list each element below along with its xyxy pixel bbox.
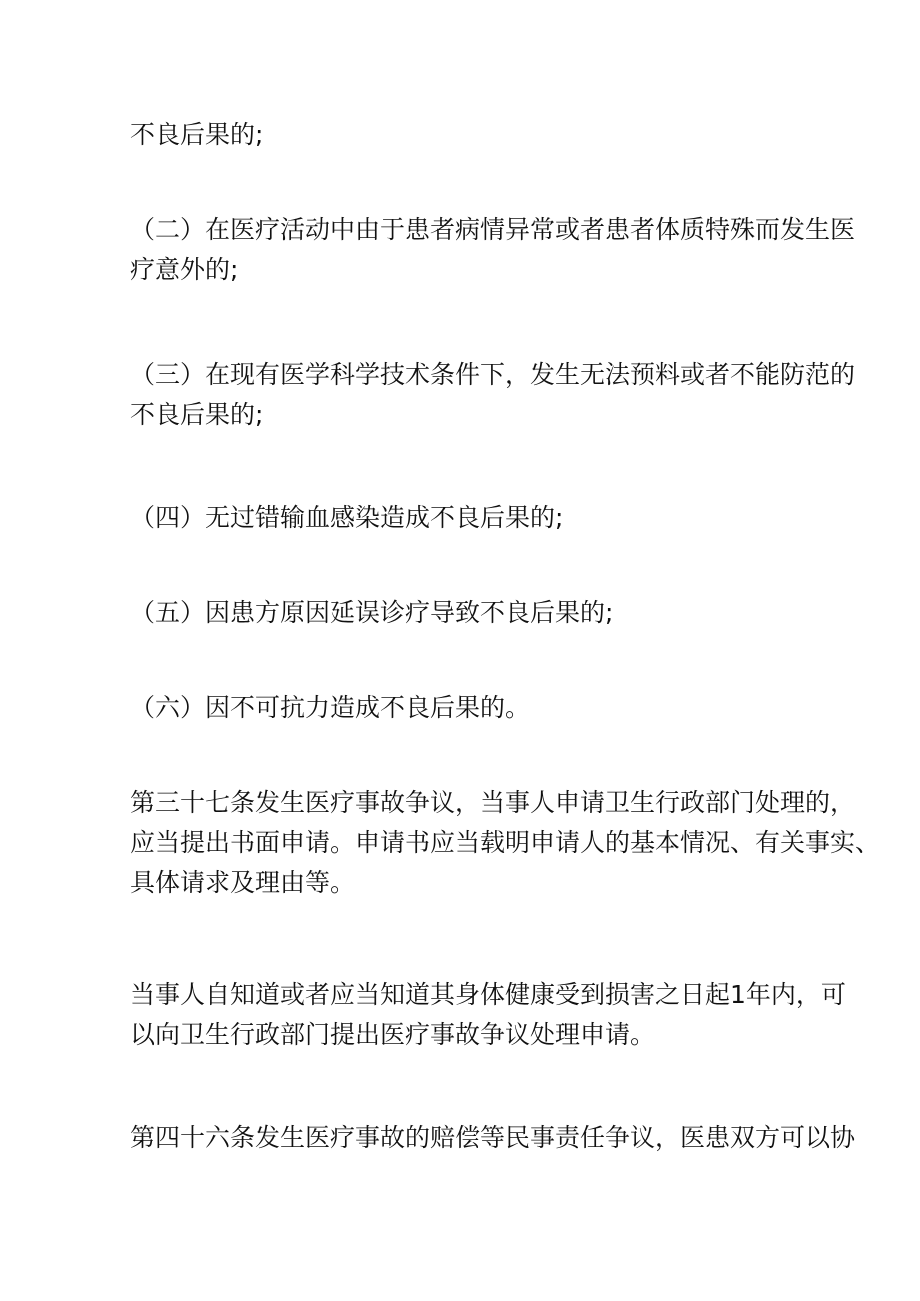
text-line: 疗意外的; <box>130 255 239 284</box>
paragraph-item-2 <box>130 210 856 290</box>
paragraph-item-5 <box>130 593 810 633</box>
text-line: 不良后果的; <box>130 120 264 149</box>
text-line: （二）在医疗活动中由于患者病情异常或者患者体质特殊而发生医 <box>130 215 856 244</box>
text-line: 以向卫生行政部门提出医疗事故争议处理申请。 <box>130 1020 656 1049</box>
paragraph-1 <box>130 115 810 155</box>
text-line: 应当提出书面申请。申请书应当载明申请人的基本情况、有关事实、 <box>130 828 881 857</box>
text-line: 当事人自知道或者应当知道其身体健康受到损害之日起1年内，可 <box>130 980 846 1009</box>
text-line: 具体请求及理由等。 <box>130 868 356 897</box>
paragraph-item-4 <box>130 498 810 538</box>
text-line: （四）无过错输血感染造成不良后果的; <box>130 503 564 532</box>
text-line: 第三十七条发生医疗事故争议，当事人申请卫生行政部门处理的， <box>130 788 856 817</box>
text-line: （六）因不可抗力造成不良后果的。 <box>130 693 531 722</box>
paragraph-item-3 <box>130 355 856 435</box>
paragraph-article-37 <box>130 783 881 903</box>
paragraph-article-46 <box>130 1118 856 1158</box>
text-line: 不良后果的; <box>130 400 264 429</box>
text-line: （三）在现有医学科学技术条件下，发生无法预料或者不能防范的 <box>130 360 856 389</box>
paragraph-application-period <box>130 975 846 1055</box>
text-line: 第四十六条发生医疗事故的赔偿等民事责任争议，医患双方可以协 <box>130 1123 856 1152</box>
text-line: （五）因患方原因延误诊疗导致不良后果的; <box>130 598 614 627</box>
paragraph-item-6 <box>130 688 810 728</box>
